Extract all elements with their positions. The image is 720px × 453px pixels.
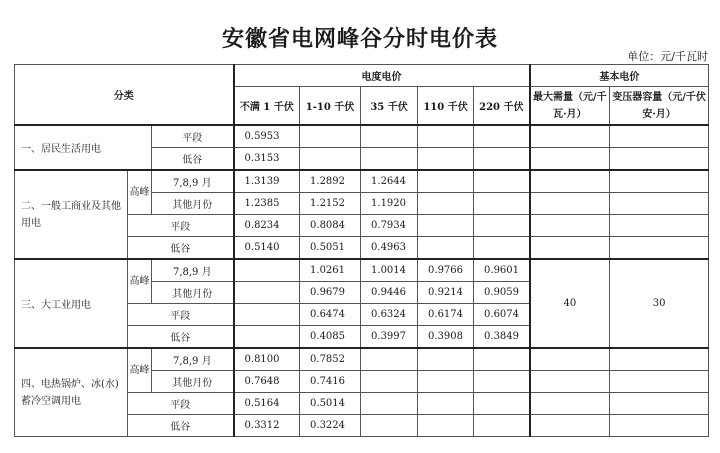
- transformer-value: 30: [610, 259, 709, 348]
- max-demand-value: 40: [530, 259, 610, 348]
- price-cell: 0.6474: [300, 304, 361, 326]
- row-label: 平段: [128, 304, 234, 326]
- row-label: 7,8,9 月: [152, 170, 234, 193]
- table-row: [15, 125, 709, 148]
- price-cell: 0.3153: [234, 148, 300, 171]
- price-cell: 0.3908: [418, 326, 474, 349]
- price-cell: 0.3997: [361, 326, 418, 349]
- price-cell: 0.4085: [300, 326, 361, 349]
- basic-price-header: 基本电价: [530, 65, 709, 87]
- price-cell: 0.8084: [300, 215, 361, 237]
- price-cell: 1.0261: [300, 259, 361, 282]
- price-cell: 0.5140: [234, 237, 300, 260]
- price-cell: 0.8100: [234, 348, 300, 371]
- voltage-header: 1-10 千伏: [300, 87, 361, 126]
- price-cell: 0.3224: [300, 415, 361, 437]
- price-cell: 0.9601: [474, 259, 530, 282]
- row-label: 7,8,9 月: [152, 348, 234, 371]
- price-cell: 0.3312: [234, 415, 300, 437]
- price-cell: 0.9214: [418, 282, 474, 304]
- price-cell: 0.9446: [361, 282, 418, 304]
- page-title: 安徽省电网峰谷分时电价表: [221, 26, 498, 52]
- unit-label: 单位：元/千瓦时: [627, 50, 708, 63]
- section-heating: 四、电热锅炉、冰(水)蓄冷空调用电: [15, 348, 128, 437]
- row-label: 平段: [152, 125, 234, 148]
- price-cell: 0.6074: [474, 304, 530, 326]
- tariff-table: [14, 64, 709, 437]
- price-cell: 1.2644: [361, 170, 418, 193]
- price-cell: 0.7416: [300, 371, 361, 393]
- price-cell: 1.0014: [361, 259, 418, 282]
- price-cell: 0.5953: [234, 125, 300, 148]
- voltage-header: 220 千伏: [474, 87, 530, 126]
- price-cell: 0.7934: [361, 215, 418, 237]
- table-row: [15, 170, 709, 193]
- row-label: 低谷: [152, 148, 234, 171]
- price-cell: 0.6174: [418, 304, 474, 326]
- price-cell: 0.9679: [300, 282, 361, 304]
- price-cell: 1.3139: [234, 170, 300, 193]
- price-cell: 0.5014: [300, 393, 361, 415]
- category-header: 分类: [15, 65, 234, 126]
- row-label: 其他月份: [152, 282, 234, 304]
- row-label: 高峰: [128, 170, 152, 215]
- price-cell: 0.4963: [361, 237, 418, 260]
- table-row: [15, 348, 709, 371]
- row-label: 平段: [128, 393, 234, 415]
- price-cell: 0.6324: [361, 304, 418, 326]
- row-label: 低谷: [128, 326, 234, 349]
- max-demand-header: 最大需量（元/千瓦·月）: [530, 87, 610, 126]
- section-residential: 一、居民生活用电: [15, 125, 152, 170]
- table-row: [15, 259, 709, 282]
- price-cell: 0.3849: [474, 326, 530, 349]
- price-cell: 0.5164: [234, 393, 300, 415]
- price-cell: 1.2152: [300, 193, 361, 215]
- section-commercial: 二、一般工商业及其他用电: [15, 170, 128, 259]
- section-industrial: 三、大工业用电: [15, 259, 128, 348]
- voltage-header: 不满 1 千伏: [234, 87, 300, 126]
- row-label: 高峰: [128, 259, 152, 304]
- price-cell: 0.7648: [234, 371, 300, 393]
- price-cell: 0.9059: [474, 282, 530, 304]
- price-cell: 1.2892: [300, 170, 361, 193]
- voltage-header: 110 千伏: [418, 87, 474, 126]
- price-cell: 1.1920: [361, 193, 418, 215]
- price-cell: 1.2385: [234, 193, 300, 215]
- row-label: 其他月份: [152, 193, 234, 215]
- transformer-header: 变压器容量（元/千伏安·月）: [610, 87, 709, 126]
- price-cell: 0.8234: [234, 215, 300, 237]
- price-cell: 0.5051: [300, 237, 361, 260]
- row-label: 低谷: [128, 237, 234, 260]
- header-row: [15, 65, 709, 87]
- row-label: 低谷: [128, 415, 234, 437]
- row-label: 其他月份: [152, 371, 234, 393]
- row-label: 高峰: [128, 348, 152, 393]
- kwh-price-header: 电度电价: [234, 65, 530, 87]
- price-cell: 0.7852: [300, 348, 361, 371]
- row-label: 平段: [128, 215, 234, 237]
- voltage-header: 35 千伏: [361, 87, 418, 126]
- price-cell: 0.9766: [418, 259, 474, 282]
- row-label: 7,8,9 月: [152, 259, 234, 282]
